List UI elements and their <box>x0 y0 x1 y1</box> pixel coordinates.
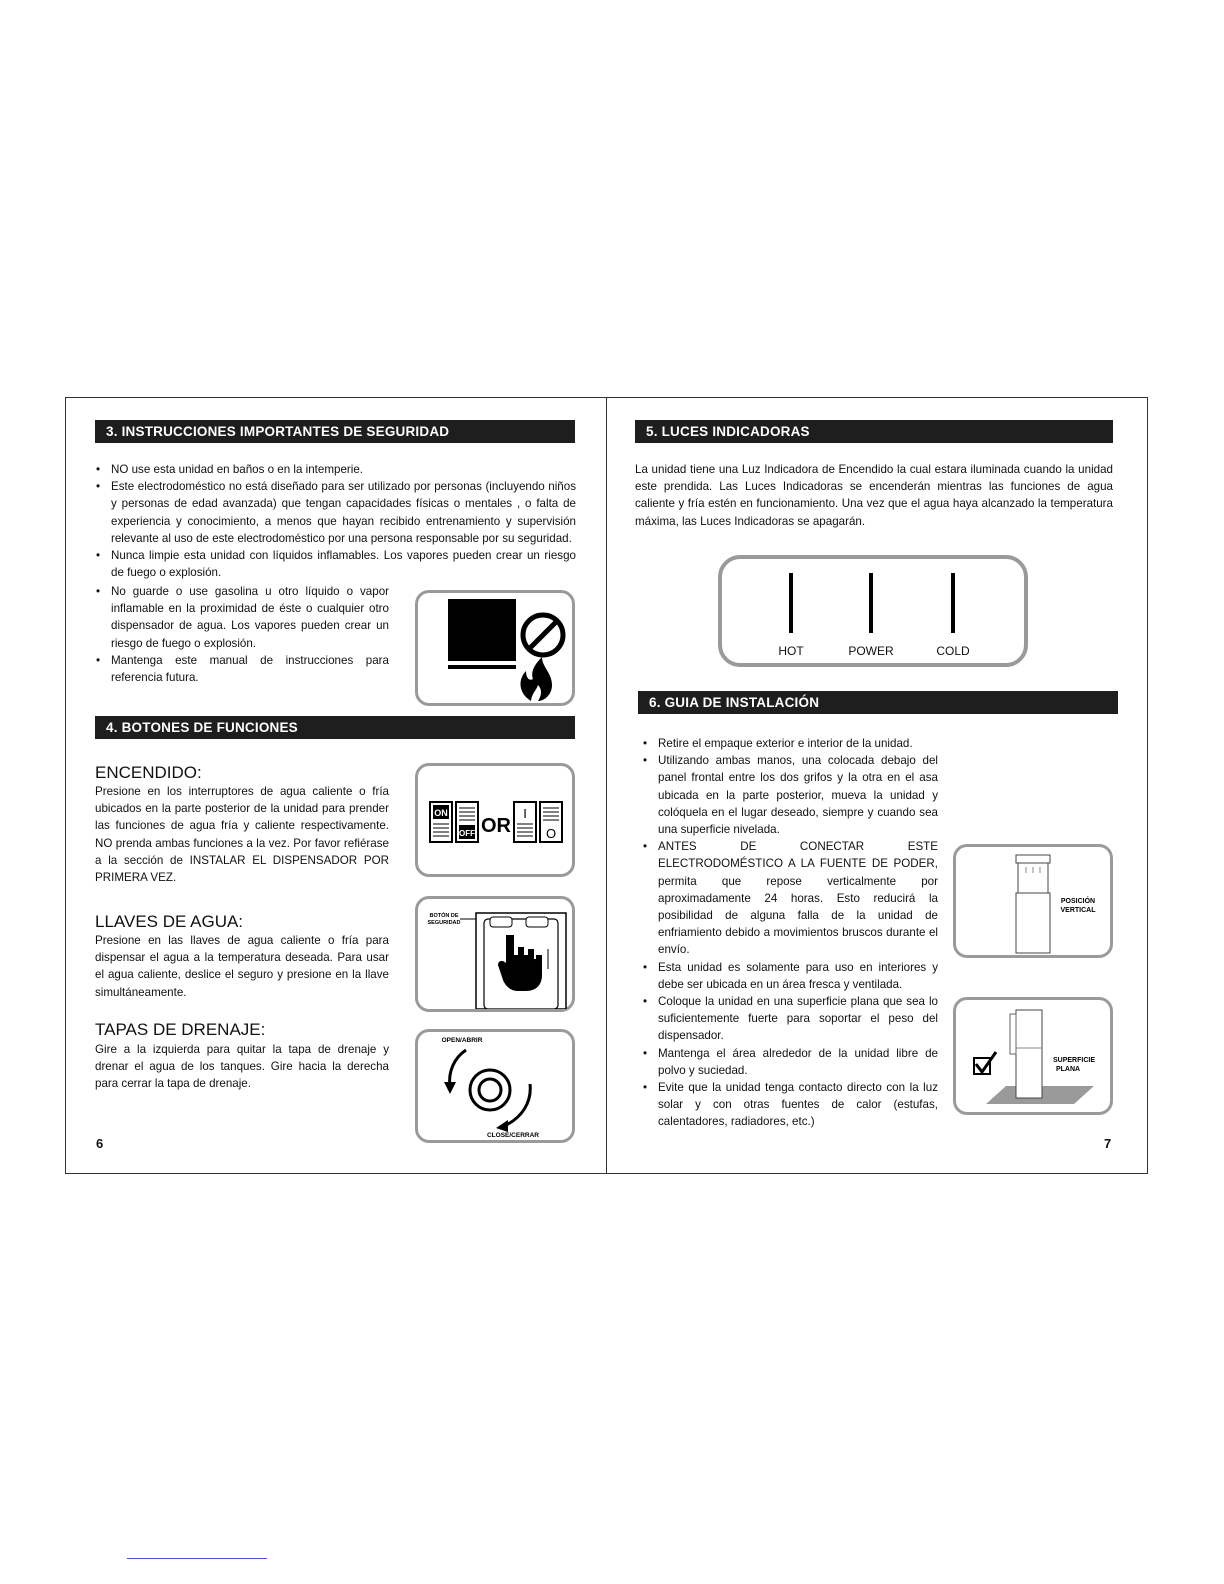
surface-label-1: SUPERFICIE <box>1052 1057 1096 1064</box>
footer-link-underline[interactable] <box>127 1558 267 1559</box>
vertical-label-2: VERTICAL <box>1060 907 1096 914</box>
dispenser-upright-icon <box>956 847 1110 955</box>
section-4-header: 4. BOTONES DE FUNCIONES <box>95 716 575 739</box>
install-bullet-7: • Evite que la unidad tenga contacto directo con la luz solar y con otras fuentes de calor (estufas, calentadores, radiadores, etc.) <box>642 1079 938 1131</box>
section-6-header: 6. GUIA DE INSTALACIÓN <box>638 691 1118 714</box>
install-bullet-4: • Esta unidad es solamente para uso en interiores y debe ser ubicada en un área fresca y ventilada. <box>642 959 938 993</box>
section-3-header: 3. INSTRUCCIONES IMPORTANTES DE SEGURIDAD <box>95 420 575 443</box>
drain-cap-icon <box>418 1032 572 1140</box>
safety-label-2: SEGURIDAD <box>427 920 461 926</box>
safety-bullet-3: • Nunca limpie esta unidad con líquidos inflamables. Los vapores pueden crear un riesgo de fuego o explosión. <box>95 547 576 581</box>
on-label: ON <box>434 808 448 818</box>
install-bullet-6: • Mantenga el área alrededor de la unidad libre de polvo y suciedad. <box>642 1045 938 1079</box>
llaves-heading: LLAVES DE AGUA: <box>95 912 244 931</box>
vertical-position-illustration <box>953 844 1113 958</box>
tapas-heading: TAPAS DE DRENAJE: <box>95 1020 266 1039</box>
llaves-text: Presione en las llaves de agua caliente o fría para dispensar el agua a la temperatura deseada. Para usar el agua caliente, deslice el seguro y presione en la llave simultáneamente. <box>95 934 389 999</box>
drain-cap-illustration <box>415 1029 575 1143</box>
light-label-hot: HOT <box>778 644 804 658</box>
page-divider <box>606 397 607 1174</box>
safety-label-1: BOTÓN DE <box>429 913 459 919</box>
safety-list-top <box>95 461 576 581</box>
install-bullet-5: • Coloque la unidad en una superficie plana que sea lo suficientemente fuerte para soportar el peso del dispensador. <box>642 993 938 1045</box>
safety-bullet-1: • NO use esta unidad en baños o en la intemperie. <box>95 461 576 478</box>
surface-label-2: PLANA <box>1055 1066 1081 1073</box>
section-5-header: 5. LUCES INDICADORAS <box>635 420 1113 443</box>
faucet-hand-icon <box>418 899 572 1009</box>
encendido-text: Presione en los interruptores de agua caliente o fría ubicados en la parte posterior de la unidad para prender las funciones de agua fría y caliente respectivamente. NO prenda ambas funciones a la vez. Por favor refiérase a la sección de INSTALAR EL DISPENSADOR POR PRIMERA VEZ. <box>95 785 389 885</box>
page-number-left: 6 <box>96 1136 104 1151</box>
no-flame-illustration <box>415 590 575 706</box>
encendido-heading: ENCENDIDO: <box>95 763 202 782</box>
dispenser-flat-surface-icon <box>956 1000 1110 1112</box>
power-switches-illustration <box>415 763 575 877</box>
light-label-cold: COLD <box>936 644 970 658</box>
tapas-text: Gire a la izquierda para quitar la tapa de drenaje y drenar el agua de los tanques. Gire hacia la derecha para cerrar la tapa de drenaje. <box>95 1043 389 1091</box>
switch-icons <box>418 766 572 874</box>
safety-bullet-2: • Este electrodoméstico no está diseñado para ser utilizado por personas (incluyendo niños y personas de edad avanzada) que tengan capacidades físicas o mentales , o falta de experiencia y conocimiento, a menos que hayan recibido entrenamiento y supervisión relevante al uso de este electrodoméstico por una persona responsable por su seguridad. <box>95 478 576 547</box>
indicator-lights-panel <box>718 555 1028 667</box>
zero-label: O <box>545 826 557 841</box>
no-flame-icon <box>418 593 572 703</box>
install-bullet-2: • Utilizando ambas manos, una colocada debajo del panel frontal entre los dos grifos y la otra en el asa ubicada en la parte posterior, mueva la unidad y colóquela en el lugar deseado, siempre y cuando sea una superficie nivelada. <box>642 752 938 838</box>
vertical-label-1: POSICIÓN <box>1060 898 1096 905</box>
installation-list <box>642 735 938 1131</box>
indicator-lights-text: La unidad tiene una Luz Indicadora de Encendido la cual estara iluminada cuando la unidad este prendida. Las Luces Indicadoras se encenderán mientras las funciones de agua caliente y fría estén en funcionamiento. Una vez que el agua haya alcanzado la temperatura máxima, las Luces Indicadoras se apagarán. <box>635 463 1113 528</box>
close-label: CLOSE/CERRAR <box>486 1132 540 1139</box>
open-label: OPEN/ABRIR <box>441 1037 483 1044</box>
light-label-power: POWER <box>848 644 894 658</box>
safety-button-illustration <box>415 896 575 1012</box>
off-label: OFF <box>459 829 475 838</box>
safety-bullet-4: • No guarde o use gasolina u otro líquido o vapor inflamable en la proximidad de éste o cualquier otro dispensador de agua. Los vapores pueden crear un riesgo de fuego o explosión. <box>95 583 389 652</box>
one-label: I <box>523 806 527 821</box>
safety-list-bottom <box>95 583 389 686</box>
or-label: OR <box>481 815 511 837</box>
install-bullet-1: • Retire el empaque exterior e interior de la unidad. <box>642 735 938 752</box>
install-bullet-3: • ANTES DE CONECTAR ESTE ELECTRODOMÉSTICO A LA FUENTE DE PODER, permita que repose verticalmente por aproximadamente 24 horas. Esto reducirá la posibilidad de alguna falla de la unidad de enfriamiento debido a movimientos bruscos durante el envío. <box>642 838 938 958</box>
indicator-lights-icon <box>722 559 1024 663</box>
page-number-right: 7 <box>1104 1136 1112 1151</box>
flat-surface-illustration <box>953 997 1113 1115</box>
safety-bullet-5: • Mantenga este manual de instrucciones para referencia futura. <box>95 652 389 686</box>
